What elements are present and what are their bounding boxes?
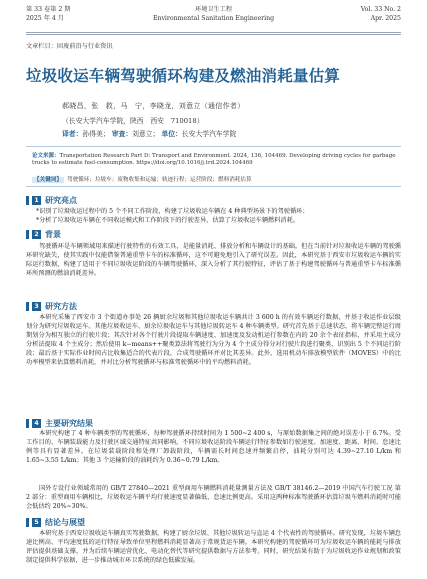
section-marker bbox=[26, 518, 29, 527]
citation-text: Transportation Research Part D: Transport and Environment. 2024, 136, 104469. Developing driving cycles for garbage trucks to estimate fuel-consumption. https://doi.org/10.1016/j.trd.2024.104469 bbox=[32, 153, 396, 167]
section-number: 3 bbox=[32, 302, 41, 311]
divider bbox=[26, 146, 401, 147]
keywords-label: 【关键词】 bbox=[34, 177, 62, 183]
unit-label: 单位： bbox=[161, 130, 182, 138]
header-rule bbox=[26, 32, 401, 33]
journal-header bbox=[26, 6, 401, 32]
section-title: 背景 bbox=[45, 229, 61, 239]
journal-name bbox=[26, 6, 401, 23]
column-label: 文章栏目：固废前沿与行业资讯 bbox=[26, 43, 113, 50]
keywords-text: 驾驶循环；垃圾车；废物收集和运输；轨迹行程；运营阶段；燃料消耗估算 bbox=[66, 177, 252, 183]
unit: 长安大学汽车学院 bbox=[181, 130, 237, 138]
citation bbox=[32, 153, 397, 167]
keywords bbox=[32, 175, 397, 183]
section-number: 1 bbox=[32, 196, 41, 205]
results-paragraph: 本研究构建了 4 种车辆类型的驾驶循环，每种驾驶循环持续时间为 1 500~2 400 s，与原始数据集之间的绝对误差小于 6.7%。受工作目的、车辆装载能力及行驶区域交通特征共同影响，不同垃圾收运阶段车辆运行特征参数如行驶速度、加速度、距离、时间、怠速比例等具有显著差异。在垃圾装载阶段和处理厂卸载阶段，车辆需长时间怠速并频繁启停，油耗分别可达 4.39~27.10 L/km 和 1.65~3.55 L/km；其他 3 个运输阶段的油耗约为 0.36~0.79 L/km。 bbox=[26, 430, 401, 464]
editor-line bbox=[62, 128, 236, 138]
issue-volume-en: Vol. 33 No. 2 bbox=[360, 6, 401, 13]
section-heading bbox=[26, 229, 61, 239]
journal-name-cn: 环境卫生工程 bbox=[194, 6, 233, 13]
article-title: 垃圾收运车辆驾驶循环构建及燃油消耗量估算 bbox=[26, 67, 341, 85]
conclusion-paragraph: 本研究基于西安垃圾收运车辆真实驾驶数据，构建了厨余垃圾、其他垃圾转运与直运 4 个代表性的驾驶循环。研究发现，垃圾车辆怠速比例高、平均速度低的运行特征导致单位里程燃料消耗显著高于常规货运车辆。本研究构建的驾驶循环可为垃圾收运车辆的能耗与排放评估提供基础支撑，并为后续车辆运营优化、电动化替代等研究提供数据与方法参考。同时，研究结果有助于为垃圾收运作业规划和政策制定提供科学依据，进一步推动城市环卫系统的绿色低碳发展。 bbox=[26, 530, 401, 564]
section-heading bbox=[26, 517, 85, 527]
section-number: 5 bbox=[32, 518, 41, 527]
reviewer-label: 审查： bbox=[111, 130, 133, 138]
issue-date: 2025 年 4 月 bbox=[26, 14, 64, 22]
background-paragraph: 驾驶循环是车辆领域用来描述行驶特性的有效工具，是能量消耗、排放分析和车辆设计的基础。但在当前针对垃圾收运车辆的驾驶循环研究缺失，使其实践中仅能借鉴普通重型卡车的标准循环，这不可避免地引入了研究误差。因此，本研究基于西安市垃圾收运车辆的实际运行数据，构建了适用于不同垃圾收运阶段的车辆驾驶循环，深入分析了其行驶特征，评估了基于构建驾驶循环与普通重型卡车标准循环所预测的燃油消耗差异。 bbox=[26, 243, 401, 277]
section-heading bbox=[26, 301, 77, 311]
translator-label: 译者： bbox=[62, 130, 83, 138]
divider bbox=[26, 186, 401, 187]
section-number: 2 bbox=[32, 230, 41, 239]
reviewer: 刘意立； bbox=[132, 130, 160, 138]
citation-label: 论文来源： bbox=[32, 153, 60, 159]
section-marker bbox=[26, 302, 29, 311]
header-rule-thin bbox=[26, 34, 401, 35]
issue-volume: 第 33 卷第 2 期 bbox=[26, 6, 71, 13]
section-number: 4 bbox=[32, 419, 41, 428]
section-marker bbox=[26, 230, 29, 239]
highlight-item: *分析了垃圾收运车辆在不同收运模式和工作阶段下的行驶差异，估算了垃圾收运车辆燃料消耗。 bbox=[36, 217, 299, 224]
affiliation: （长安大学汽车学院，陕西 西安 710018） bbox=[62, 117, 204, 125]
translator: 孙得美； bbox=[82, 130, 110, 138]
highlight-item: *识别了垃圾收运过程中的 5 个不同工作阶段，构建了垃圾收运车辆在 4 种典型场景下的驾驶循环； bbox=[36, 208, 309, 215]
section-marker bbox=[26, 196, 29, 205]
issue-info-en bbox=[361, 6, 401, 23]
section-marker bbox=[26, 419, 29, 428]
issue-date-en: Apr. 2025 bbox=[370, 14, 401, 22]
section-title: 主要研究结果 bbox=[45, 418, 93, 428]
section-heading bbox=[26, 418, 93, 428]
section-title: 研究方法 bbox=[45, 301, 77, 311]
section-heading bbox=[26, 195, 77, 205]
method-paragraph: 本研究采集了西安市 3 个街道办事处 26 辆厨余垃圾和其他垃圾收运车辆共计 3 600 h 的有效车辆运行数据，并基于收运作业层级划分为研究垃圾收运车。其他垃圾收运车、厨余垃圾收运车与其他垃圾转运车 4 种车辆类型。研究首先基于总速状态，将车辆完整运行周期划分为相互独立的行驶片段；其次针对各个行驶片段提取车辆速度、加速度及发动机运行参数在内的 20 余个表征指标，并采用主成分分析法提取 4 个主成分；然后使用 k−means++聚类算法将驾驶行为分为 4 个主成分得分对行驶片段进行聚类，识别出 5 个不同运行阶段；最后基于实际作业时间占比收集适合的代表片段，合成驾驶循环并对比其差异。此外，选用机动车排放模型软件（MOVES）中的比功率模型来估算燃料消耗，并对比分析驾驶循环与标准驾驶循环中的平均燃料消耗。 bbox=[26, 314, 401, 366]
author-list: 郝晓昌，张 救，马 宁，李晓龙，刘意立（通信作者） bbox=[62, 102, 245, 110]
results-paragraph: 国外专设行业领域常用的 GB/T 27840—2021 重型商用车辆燃料消耗量测量方法及 GB/T 38146.2—2019 中国汽车行驶工况 第 2 部分：重型商用车辆相比，垃圾收运车辆平均行驶速度显著偏低、怠速比例更高。采用这两种标准驾驶循环估算垃圾车燃料消耗时可能会低估约 20%~30%。 bbox=[26, 485, 401, 510]
journal-name-en: Environmental Sanitation Engineering bbox=[152, 14, 275, 22]
section-title: 研究亮点 bbox=[45, 195, 77, 205]
section-title: 结论与展望 bbox=[45, 517, 85, 527]
